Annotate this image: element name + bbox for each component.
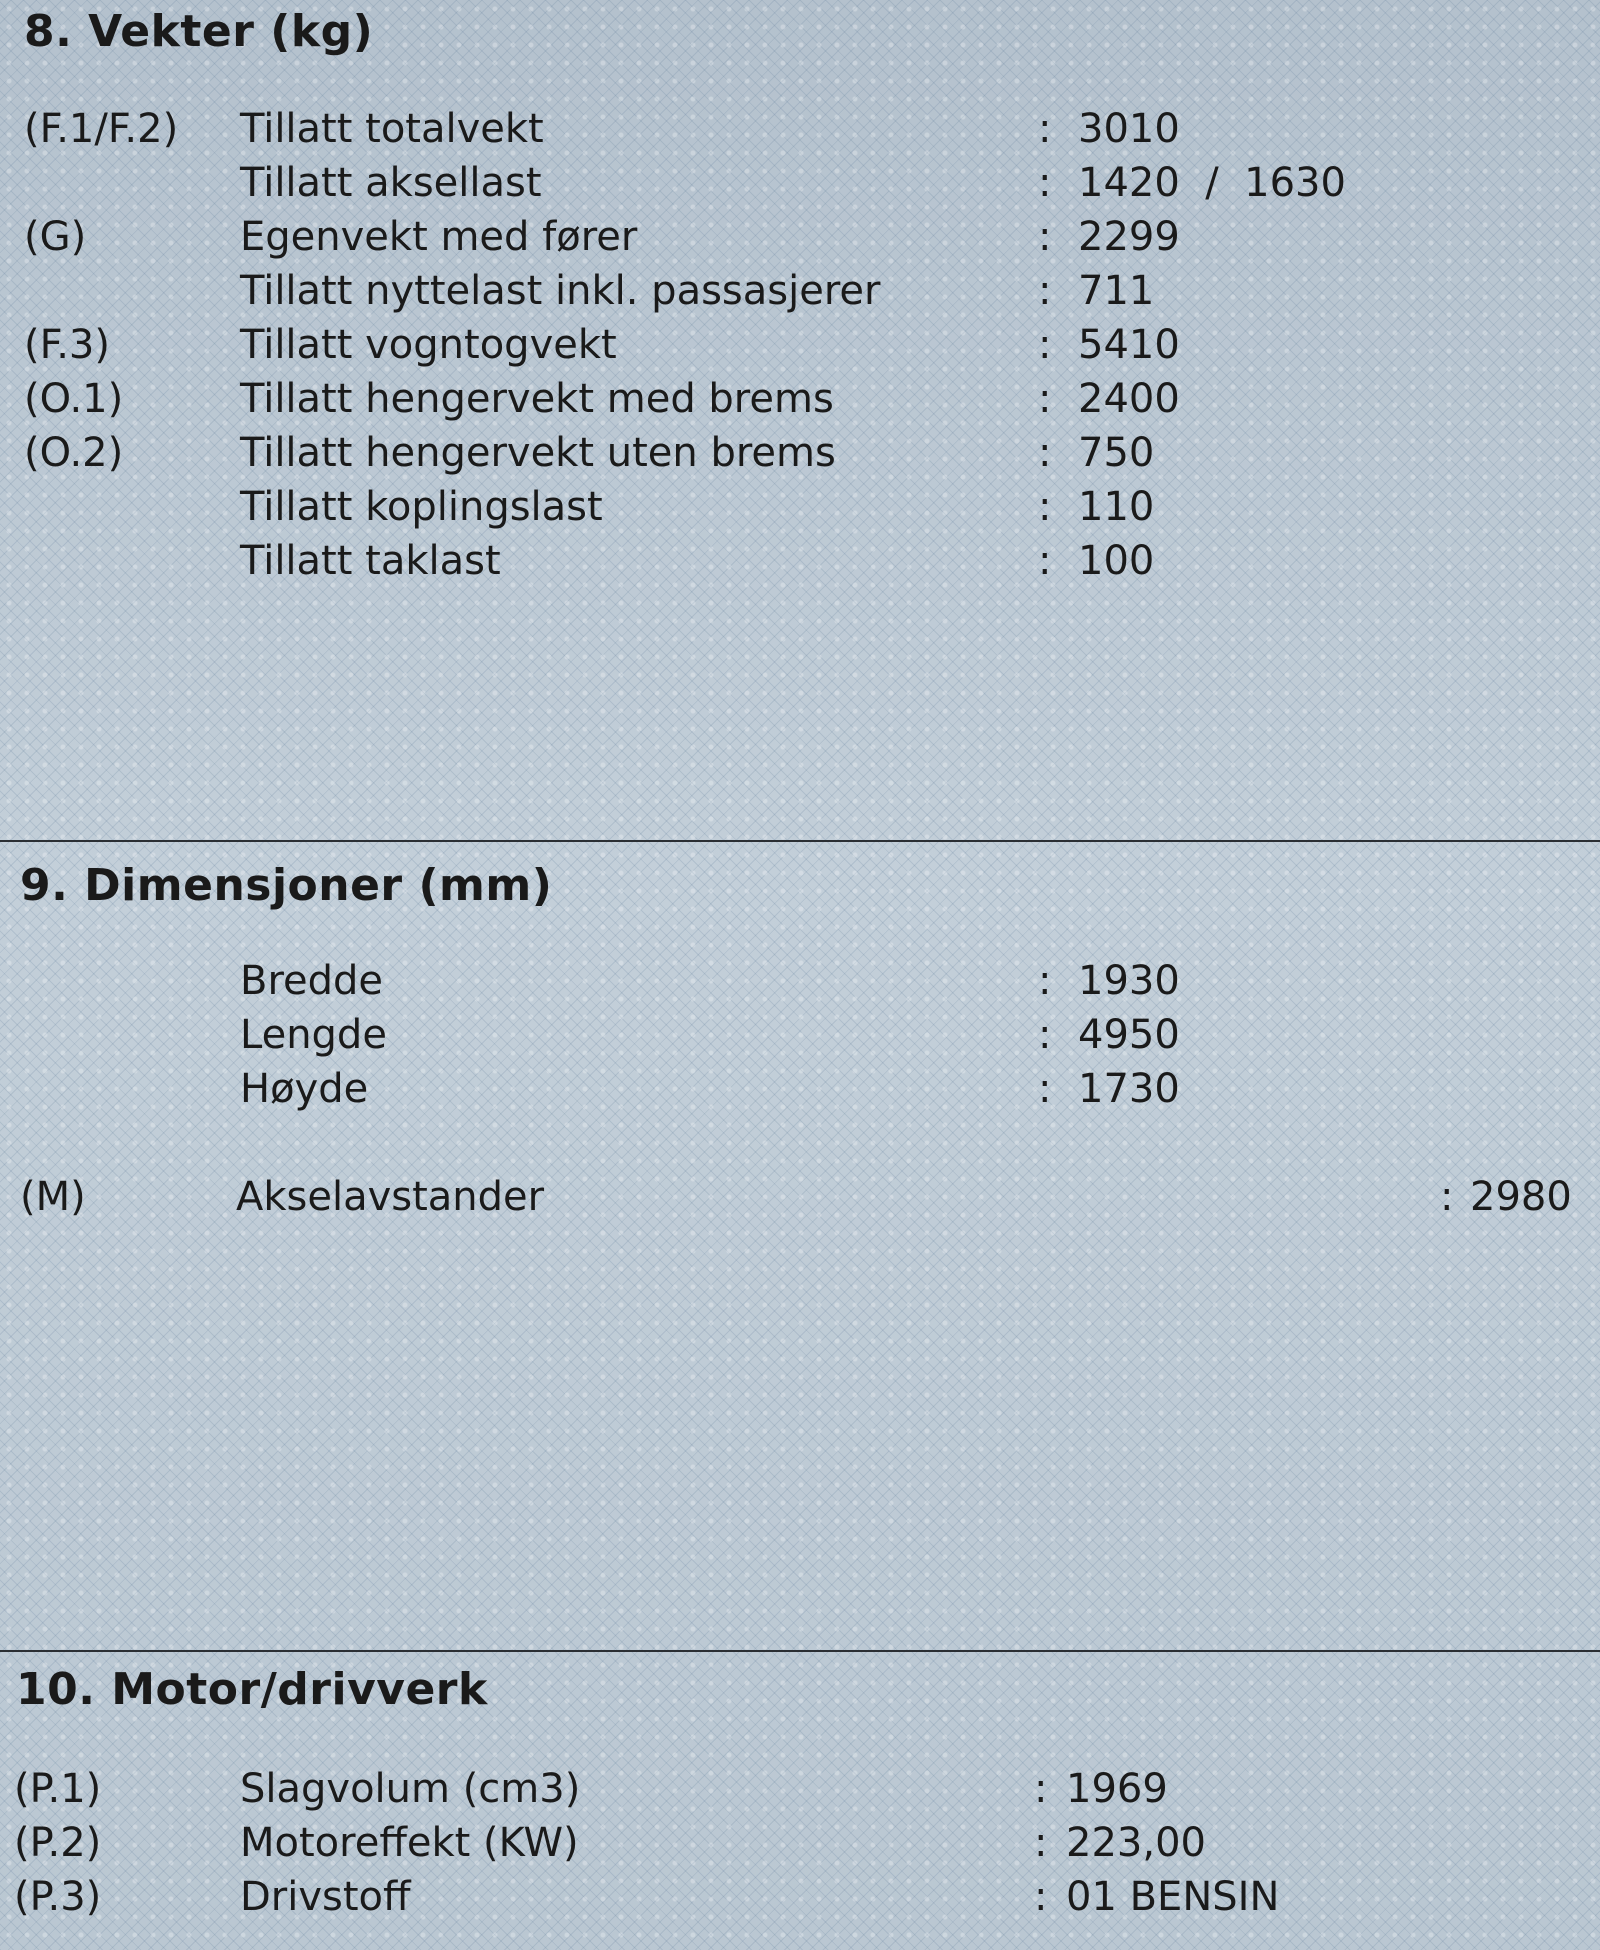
colon-separator: : (1038, 106, 1052, 152)
field-code: (O.2) (24, 430, 124, 476)
field-code: (M) (20, 1174, 86, 1220)
field-value: 5410 (1078, 322, 1180, 368)
field-code: (O.1) (24, 376, 124, 422)
wheelbase-row (0, 1174, 1600, 1228)
dimension-row (0, 958, 1600, 1012)
field-value: 01 BENSIN (1066, 1874, 1280, 1920)
field-label: Tillatt totalvekt (240, 106, 544, 152)
field-value: 750 (1078, 430, 1155, 476)
colon-separator: : (1038, 958, 1052, 1004)
field-value: 110 (1078, 484, 1155, 530)
dimension-row (0, 1066, 1600, 1120)
section-divider (0, 840, 1600, 842)
field-label: Tillatt koplingslast (240, 484, 603, 530)
weight-row (0, 268, 1600, 322)
field-code: (P.1) (14, 1766, 102, 1812)
colon-separator: : (1440, 1174, 1454, 1220)
field-label: Slagvolum (cm3) (240, 1766, 581, 1812)
field-code: (P.3) (14, 1874, 102, 1920)
colon-separator: : (1038, 322, 1052, 368)
colon-separator: : (1038, 268, 1052, 314)
weight-row (0, 376, 1600, 430)
colon-separator: : (1038, 430, 1052, 476)
field-label: Bredde (240, 958, 384, 1004)
colon-separator: : (1038, 376, 1052, 422)
field-label: Egenvekt med fører (240, 214, 638, 260)
field-value: 4950 (1078, 1012, 1180, 1058)
section-9-title: 9. Dimensjoner (mm) (20, 860, 553, 911)
weight-row (0, 160, 1600, 214)
field-label: Lengde (240, 1012, 387, 1058)
weight-row (0, 106, 1600, 160)
field-value: 2980 (1470, 1174, 1572, 1220)
field-label: Tillatt hengervekt med brems (240, 376, 834, 422)
field-value: 3010 (1078, 106, 1180, 152)
field-value: 711 (1078, 268, 1155, 314)
weight-row (0, 538, 1600, 592)
field-value: 1730 (1078, 1066, 1180, 1112)
field-label: Tillatt hengervekt uten brems (240, 430, 836, 476)
colon-separator: : (1038, 214, 1052, 260)
weight-row (0, 214, 1600, 268)
colon-separator: : (1034, 1874, 1048, 1920)
field-label: Tillatt vogntogvekt (240, 322, 617, 368)
field-code: (F.1/F.2) (24, 106, 179, 152)
field-value: 223,00 (1066, 1820, 1206, 1866)
colon-separator: : (1034, 1820, 1048, 1866)
field-label: Motoreffekt (KW) (240, 1820, 579, 1866)
field-value: 100 (1078, 538, 1155, 584)
field-code: (G) (24, 214, 87, 260)
field-value: 1420 / 1630 (1078, 160, 1346, 206)
field-value: 2400 (1078, 376, 1180, 422)
colon-separator: : (1038, 1066, 1052, 1112)
field-label: Drivstoff (240, 1874, 411, 1920)
field-label: Tillatt nyttelast inkl. passasjerer (240, 268, 881, 314)
field-label: Tillatt taklast (240, 538, 501, 584)
section-divider (0, 1650, 1600, 1652)
field-code: (P.2) (14, 1820, 102, 1866)
engine-row (0, 1874, 1600, 1928)
field-label: Akselavstander (236, 1174, 545, 1220)
section-10-title: 10. Motor/drivverk (16, 1664, 488, 1715)
section-8-title: 8. Vekter (kg) (24, 6, 374, 57)
weight-row (0, 484, 1600, 538)
colon-separator: : (1038, 1012, 1052, 1058)
field-value: 2299 (1078, 214, 1180, 260)
weight-row (0, 322, 1600, 376)
field-value: 1969 (1066, 1766, 1168, 1812)
engine-row (0, 1766, 1600, 1820)
weight-row (0, 430, 1600, 484)
colon-separator: : (1038, 538, 1052, 584)
field-value: 1930 (1078, 958, 1180, 1004)
colon-separator: : (1038, 484, 1052, 530)
colon-separator: : (1038, 160, 1052, 206)
dimension-row (0, 1012, 1600, 1066)
colon-separator: : (1034, 1766, 1048, 1812)
field-label: Høyde (240, 1066, 369, 1112)
field-label: Tillatt aksellast (240, 160, 542, 206)
engine-row (0, 1820, 1600, 1874)
field-code: (F.3) (24, 322, 110, 368)
